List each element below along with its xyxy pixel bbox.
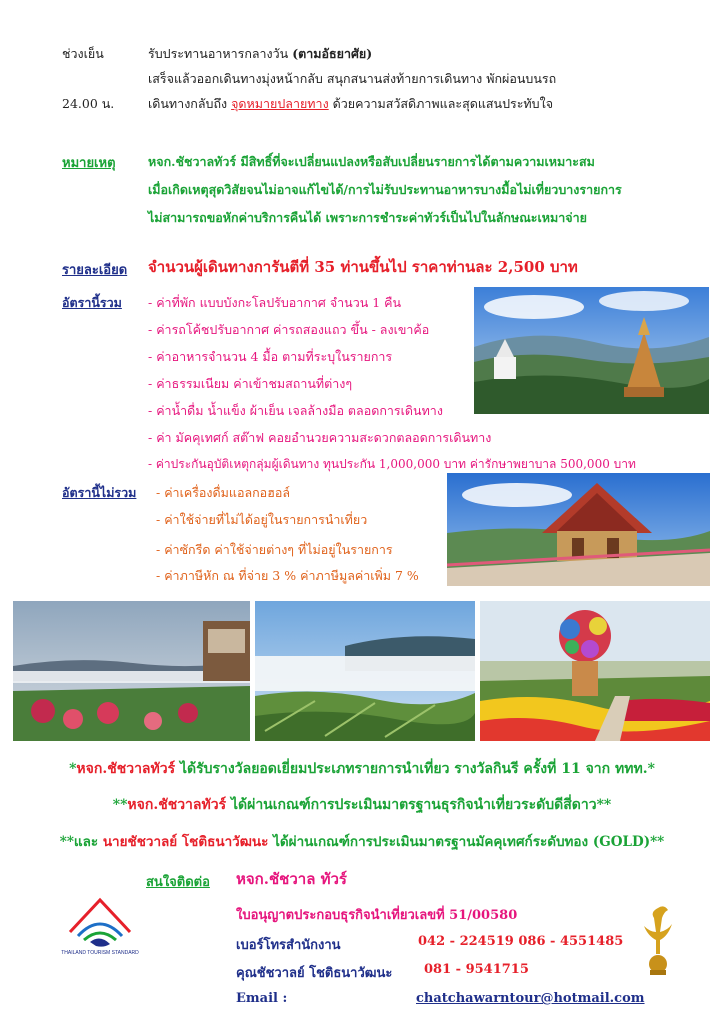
final-line (148, 94, 553, 114)
gold-trophy-icon (638, 902, 678, 977)
evening-line-2: เสร็จแล้วออกเดินทางมุ่งหน้ากลับ สนุกสนานส่งท้ายการเดินทาง พักผ่อนบนรถ (148, 71, 557, 86)
included-item: - ค่ารถโค้ชปรับอากาศ ค่ารถสองแถว ขึ้น - ลงเขาค้อ (148, 322, 430, 337)
included-item: - ค่าธรรมเนียม ค่าเข้าชมสถานที่ต่างๆ (148, 376, 353, 391)
included-item: - ค่าประกันอุบัติเหตุกลุ่มผู้เดินทาง ทุนประกัน 1,000,000 บาท ค่ารักษาพยาบาล 500,000 บาท (148, 457, 636, 471)
evening-line-1-bold: (ตามอัธยาศัย) (292, 46, 373, 61)
flower-garden-photo (480, 601, 710, 741)
remark-line-2: เมื่อเกิดเหตุสุดวิสัยจนไม่อาจแก้ไขได้/การไม่รับประทานอาหารบางมื้อไม่เที่ยวบางรายการ (148, 182, 622, 197)
award-3-guide: นายชัชวาลย์ โชติธนาวัฒนะ (102, 834, 269, 850)
award-2-company: หจก.ชัชวาลทัวร์ (127, 797, 227, 813)
contact-license: ใบอนุญาตประกอบธุรกิจนำเที่ยวเลขที่ 51/00580 (236, 908, 518, 923)
award-1-suffix: * (647, 761, 655, 777)
final-text-1: เดินทางกลับถึง (148, 96, 232, 111)
final-destination-highlight: จุดหมายปลายทาง (231, 96, 329, 111)
award-2-suffix: ** (596, 797, 612, 813)
excluded-label: อัตรานี้ไม่รวม (62, 485, 137, 500)
contact-label: สนใจติดต่อ (146, 875, 210, 890)
excluded-item: - ค่าใช้จ่ายที่ไม่ได้อยู่ในรายการนำเที่ยว (156, 512, 368, 527)
included-item: - ค่าที่พัก แบบบังกะโลปรับอากาศ จำนวน 1 คืน (148, 295, 402, 310)
final-text-2: ด้วยความสวัสดิภาพและสุดแสนประทับใจ (328, 96, 554, 111)
award-3-text: ได้ผ่านเกณฑ์การประเมินมาตรฐานมัคคุเทศก์ระดับทอง (GOLD) (268, 834, 651, 850)
contact-company: หจก.ชัชวาล ทัวร์ (236, 870, 347, 888)
award-1-prefix: * (69, 761, 77, 777)
contact-person-label: คุณชัชวาลย์ โชติธนาวัฒนะ (236, 966, 393, 981)
award-2-text: ได้ผ่านเกณฑ์การประเมินมาตรฐานธุรกิจนำเที่ยวระดับดีสี่ดาว (226, 797, 597, 813)
award-line-2 (0, 794, 724, 816)
contact-email-link[interactable]: chatchawarntour@hotmail.com (416, 991, 645, 1006)
award-1-text: ได้รับรางวัลยอดเยี่ยมประเภทรายการนำเที่ยว รางวัลกินรี ครั้งที่ 11 จาก ททท. (175, 761, 648, 777)
kinnari-award-trophy (638, 902, 678, 977)
remark-line-1: หจก.ชัชวาลทัวร์ มีสิทธิ์ที่จะเปลี่ยนแปลงหรือสับเปลี่ยนรายการได้ตามความเหมาะสม (148, 154, 595, 169)
excluded-item: - ค่าภาษีหัก ณ ที่จ่าย 3 % ค่าภาษีมูลค่าเพิ่ม 7 % (156, 568, 419, 583)
mist-valley-photo (255, 601, 475, 741)
contact-person-phone[interactable]: 081 - 9541715 (424, 962, 529, 977)
final-time: 24.00 น. (62, 96, 115, 111)
details-headline: จำนวนผู้เดินทางการันตีที่ 35 ท่านขึ้นไป ราคาท่านละ 2,500 บาท (148, 258, 578, 276)
contact-office-label: เบอร์โทรสำนักงาน (236, 938, 341, 953)
excluded-item: - ค่าเครื่องดื่มแอลกอฮอล์ (156, 485, 290, 500)
award-1-company: หจก.ชัชวาลทัวร์ (76, 761, 176, 777)
award-3-prefix: **และ (59, 834, 103, 850)
evening-line-1 (148, 44, 372, 64)
award-line-3 (0, 830, 724, 852)
contact-email-label: Email : (236, 991, 288, 1006)
award-2-prefix: ** (112, 797, 128, 813)
temple-hall-photo (447, 473, 710, 586)
included-label: อัตรานี้รวม (62, 295, 122, 310)
evening-label: ช่วงเย็น (62, 46, 104, 61)
thailand-tourism-standard-logo (60, 892, 140, 962)
award-3-suffix: ** (650, 834, 665, 850)
award-line-1 (0, 758, 724, 780)
excluded-item: - ค่าซักรีด ค่าใช้จ่ายต่างๆ ที่ไม่อยู่ในรายการ (156, 542, 393, 557)
remark-line-3: ไม่สามารถขอหักค่าบริการคืนได้ เพราะการชำระค่าทัวร์เป็นไปในลักษณะเหมาจ่าย (148, 210, 587, 225)
included-item: - ค่า มัคคุเทศก์ สต๊าฟ คอยอำนวยความสะดวกตลอดการเดินทาง (148, 430, 492, 445)
sea-of-mist-terrace-photo (13, 601, 250, 741)
included-item: - ค่าน้ำดื่ม น้ำแข็ง ผ้าเย็น เจลล้างมือ ตลอดการเดินทาง (148, 403, 443, 418)
temple-mountain-photo (474, 287, 709, 414)
logo-caption: THAILAND TOURISM STANDARD (61, 950, 139, 956)
included-item: - ค่าอาหารจำนวน 4 มื้อ ตามที่ระบุในรายการ (148, 349, 393, 364)
remark-label: หมายเหตุ (62, 156, 116, 171)
details-label: รายละเอียด (62, 263, 128, 278)
contact-office-phone[interactable]: 042 - 224519 086 - 4551485 (418, 934, 624, 949)
evening-line-1-text: รับประทานอาหารกลางวัน (148, 46, 293, 61)
